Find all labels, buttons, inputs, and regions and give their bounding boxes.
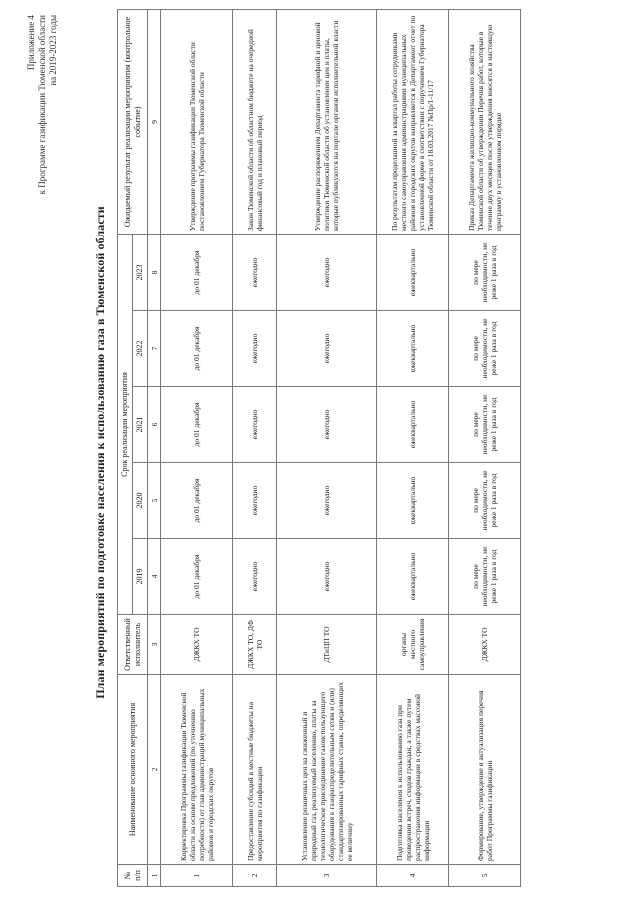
row-executor: ДЖКХ ТО	[449, 615, 521, 675]
row-period-2021: ежегодно	[233, 387, 277, 463]
row-executor: ДЖКХ ТО	[161, 615, 233, 675]
row-period-2022: ежеквартально	[377, 311, 449, 387]
row-period-2023: по мере необходимости, не реже 1 раза в год	[449, 235, 521, 311]
header-year: 2021	[133, 387, 148, 463]
row-period-2021: ежегодно	[277, 387, 377, 463]
row-executor: органы местного самоуправления	[377, 615, 449, 675]
row-name: Формирование, утверждение и актуализация перечня работ Программы газификации	[449, 675, 521, 865]
row-num: 2	[233, 865, 277, 887]
row-period-2022: по мере необходимости, не реже 1 раза в год	[449, 311, 521, 387]
row-period-2020: до 01 декабря	[161, 463, 233, 539]
column-index: 5	[148, 463, 161, 539]
table-row	[377, 10, 449, 887]
row-period-2019: по мере необходимости, не реже 1 раза в год	[449, 539, 521, 615]
column-index-row	[148, 10, 161, 887]
row-name: Подготовка населения к использованию газа при проведении встреч, сходов граждан, а также путем распространения информации в средствах массовой информации	[377, 675, 449, 865]
row-executor: ДТиЦП ТО	[277, 615, 377, 675]
row-num: 1	[161, 865, 233, 887]
column-index: 9	[148, 10, 161, 235]
row-name: Корректировка Программы газификации Тюменской области на основе предложений (по уточнению потребности) от глав администраций муниципальных районов и городских округов	[161, 675, 233, 865]
row-period-2022: ежегодно	[277, 311, 377, 387]
row-num: 3	[277, 865, 377, 887]
row-period-2021: ежеквартально	[377, 387, 449, 463]
row-result: По результатам проделанной за квартал работы сотрудниками местного самоуправления администрациями муниципальных районов и городских округов направляется в Департамент отчет по установленной форме в соответствии с поручением Губернатора Тюменской области от 18.03.2017 №Пр/1-11/17	[377, 10, 449, 235]
header-year: 2019	[133, 539, 148, 615]
row-period-2022: до 01 декабря	[161, 311, 233, 387]
table-row	[449, 10, 521, 887]
header-result: Ожидаемый результат реализации мероприятия (контрольное событие)	[118, 10, 148, 235]
document-title: План мероприятий по подготовке населения к использованию газа в Тюменской области	[93, 206, 107, 699]
column-index: 1	[148, 865, 161, 887]
header-num: № п/п	[118, 865, 148, 887]
header-period: Срок реализации мероприятия	[118, 235, 133, 615]
row-period-2019: до 01 декабря	[161, 539, 233, 615]
row-period-2019: ежегодно	[233, 539, 277, 615]
table-row	[161, 10, 233, 887]
row-period-2023: ежеквартально	[377, 235, 449, 311]
column-index: 4	[148, 539, 161, 615]
column-index: 3	[148, 615, 161, 675]
row-result: Закон Тюменской области об областном бюджете на очередной финансовый год и плановый период	[233, 10, 277, 235]
row-period-2021: по мере необходимости, не реже 1 раза в год	[449, 387, 521, 463]
header-executor: Ответственный исполнитель	[118, 615, 148, 675]
appendix-note	[26, 15, 59, 245]
row-period-2022: ежегодно	[233, 311, 277, 387]
header-year: 2020	[133, 463, 148, 539]
row-period-2020: ежегодно	[233, 463, 277, 539]
header-year: 2023	[133, 235, 148, 311]
appendix-line-3: на 2019-2023 годы	[48, 15, 58, 86]
measures-table	[117, 9, 521, 887]
header-row-1	[118, 10, 133, 887]
row-period-2020: ежеквартально	[377, 463, 449, 539]
column-index: 6	[148, 387, 161, 463]
header-name: Наименование основного мероприятия	[118, 675, 148, 865]
column-index: 7	[148, 311, 161, 387]
table-row	[233, 10, 277, 887]
row-num: 5	[449, 865, 521, 887]
row-period-2019: ежеквартально	[377, 539, 449, 615]
row-executor: ДЖКХ ТО, ДФ ТО	[233, 615, 277, 675]
row-name: Предоставление субсидий в местные бюджеты на мероприятия по газификации	[233, 675, 277, 865]
row-period-2020: ежегодно	[277, 463, 377, 539]
row-period-2023: до 01 декабря	[161, 235, 233, 311]
appendix-line-1: Приложение 4	[26, 15, 36, 71]
column-index: 8	[148, 235, 161, 311]
row-period-2020: по мере необходимости, не реже 1 раза в год	[449, 463, 521, 539]
header-year: 2022	[133, 311, 148, 387]
row-period-2019: ежегодно	[277, 539, 377, 615]
row-num: 4	[377, 865, 449, 887]
row-result: Утверждение распоряжением Департамента тарифной и ценовой политики Тюменской области об установлении цен и платы, которые публикуются на портале органов исполнительной власти	[277, 10, 377, 235]
table-row	[277, 10, 377, 887]
appendix-line-2: к Программе газификации Тюменской области	[37, 15, 47, 195]
row-period-2023: ежегодно	[277, 235, 377, 311]
row-result: Приказ Департамента жилищно-коммунального хозяйства Тюменской области об утверждении Перечня работ, которые в течение двух месяцев после утверждения вносятся в настоящую программу в установленном порядке	[449, 10, 521, 235]
row-period-2023: ежегодно	[233, 235, 277, 311]
row-result: Утверждение программы газификации Тюменской области постановлением Губернатора Тюменской области	[161, 10, 233, 235]
row-period-2021: до 01 декабря	[161, 387, 233, 463]
column-index: 2	[148, 675, 161, 865]
row-name: Установление розничных цен на сжиженный и природный газ, реализуемый населению, платы за технологическое присоединение газоиспользующего оборудования к газораспределительным сетям и (или) стандартизированных тарифных ставок, определяющих ее величину	[277, 675, 377, 865]
